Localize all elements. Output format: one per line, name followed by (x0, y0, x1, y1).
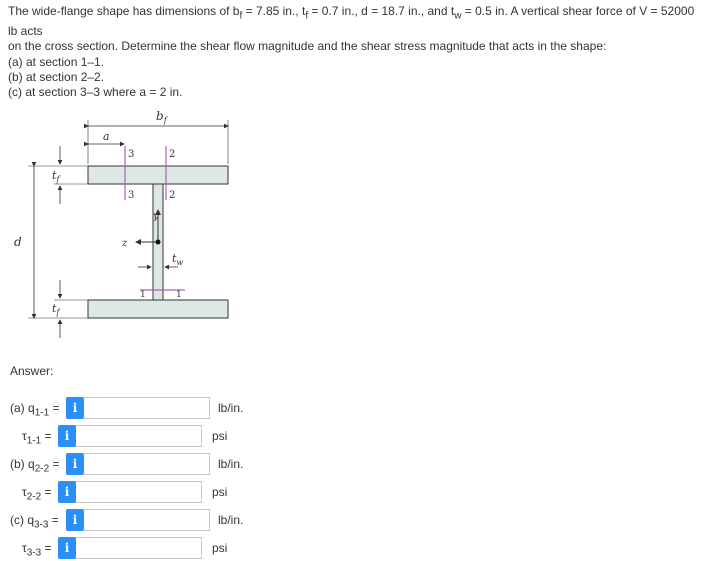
tau33-input[interactable] (76, 537, 202, 559)
answer-row-tau22 (0, 481, 710, 503)
sec1-left-label: 1 (140, 290, 146, 300)
tw-label: $t_w$ (172, 252, 184, 267)
tau22-input[interactable] (76, 481, 202, 503)
tau22-info-icon[interactable]: i (58, 481, 76, 503)
wide-flange-figure (0, 100, 260, 350)
sec2-top-label: 2 (169, 149, 176, 160)
q11-unit: lb/in. (218, 401, 244, 415)
tf-bot-label: $t_f$ (52, 302, 60, 317)
tau33-info-icon[interactable]: i (58, 537, 76, 559)
q11-label: (a) $q_{1-1}$ = (10, 401, 60, 419)
q33-label: (c) $q_{3-3}$ = (10, 513, 59, 531)
tau33-label: $\tau_{3-3}$ = (22, 541, 52, 559)
q22-info-icon[interactable]: i (66, 453, 84, 475)
problem-line-1: The wide-flange shape has dimensions of $b_f = 7.85$ in., $t_f = 0.7$ in., d = 18.7 in., and $t_w = 0.5$ in. A vertical shear force of V = 52000 lb acts (8, 4, 695, 38)
answer-row-q33 (0, 509, 710, 531)
answer-row-tau33 (0, 537, 710, 559)
tau22-unit: psi (212, 485, 228, 499)
tau11-info-icon[interactable]: i (58, 425, 76, 447)
tau11-label: $\tau_{1-1}$ = (22, 429, 52, 447)
d-label: d (14, 235, 22, 249)
centroid-dot (156, 240, 161, 245)
sec1-right-label: 1 (176, 290, 182, 300)
q33-info-icon[interactable]: i (66, 509, 84, 531)
q22-label: (b) $q_{2-2}$ = (10, 457, 60, 475)
tau33-unit: psi (212, 541, 228, 555)
tau11-input[interactable] (76, 425, 202, 447)
tau22-label: $\tau_{2-2}$ = (22, 485, 52, 503)
part-c-text: (c) at section 3–3 where a = 2 in. (8, 85, 183, 100)
sec3-top-label: 3 (128, 149, 135, 160)
sec3-bot-label: 3 (128, 190, 135, 201)
sec2-bot-label: 2 (169, 190, 176, 201)
bf-label: $b_f$ (156, 109, 167, 125)
answer-row-q22 (0, 453, 710, 475)
q22-input[interactable] (84, 453, 210, 475)
y-axis-label: y (153, 211, 159, 222)
q11-input[interactable] (84, 397, 210, 419)
q11-info-icon[interactable]: i (66, 397, 84, 419)
part-a-text: (a) at section 1–1. (8, 54, 105, 69)
problem-statement (8, 4, 704, 101)
top-flange (88, 166, 228, 184)
q33-input[interactable] (84, 509, 210, 531)
answer-row-q11 (0, 397, 710, 419)
answer-label: Answer: (10, 364, 54, 378)
z-axis-label: z (122, 238, 128, 249)
part-b-text: (b) at section 2–2. (8, 70, 105, 85)
problem-line-2: on the cross section. Determine the shear flow magnitude and the shear stress magnitude that acts in the shape: (8, 39, 607, 54)
answer-row-tau11 (0, 425, 710, 447)
a-label: a (103, 130, 110, 143)
tau11-unit: psi (212, 429, 228, 443)
q22-unit: lb/in. (218, 457, 244, 471)
q33-unit: lb/in. (218, 513, 244, 527)
bottom-flange (88, 300, 228, 318)
tf-top-label: $t_f$ (52, 169, 60, 184)
